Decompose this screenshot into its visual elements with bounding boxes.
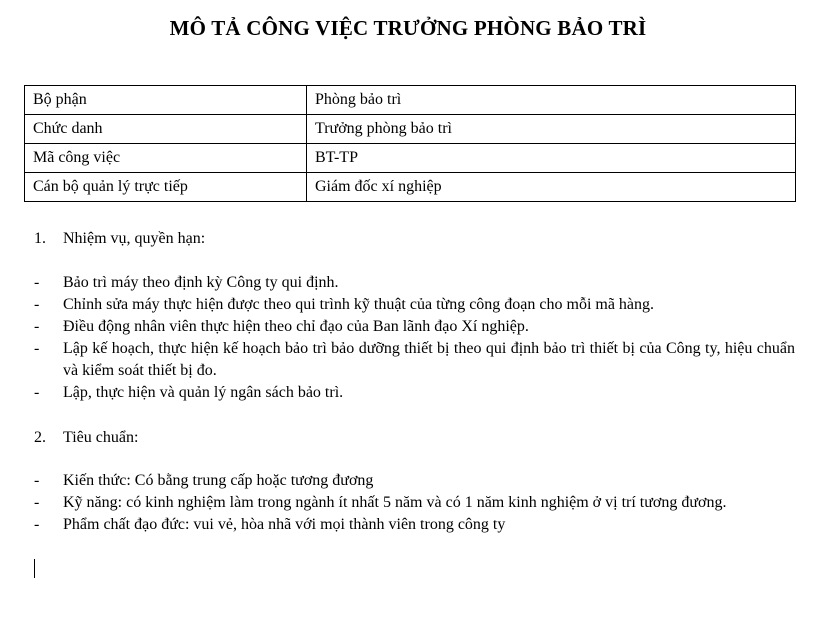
dash-bullet: - <box>34 472 40 489</box>
document-title: MÔ TẢ CÔNG VIỆC TRƯỞNG PHÒNG BẢO TRÌ <box>169 16 647 40</box>
dash-bullet: - <box>34 274 40 291</box>
section-title: Nhiệm vụ, quyền hạn: <box>63 230 206 247</box>
table-cell-value: Trưởng phòng bảo trì <box>307 115 796 144</box>
section-heading-duties <box>34 228 205 250</box>
list-item <box>34 316 795 338</box>
dash-bullet: - <box>34 296 40 313</box>
section-title: Tiêu chuẩn: <box>63 429 139 446</box>
table-cell-label: Bộ phận <box>25 86 307 115</box>
list-item <box>34 338 795 382</box>
list-item <box>34 382 795 404</box>
section-heading-standards <box>34 427 138 449</box>
list-item <box>34 470 795 492</box>
standards-list <box>34 470 795 536</box>
table-cell-label: Cán bộ quản lý trực tiếp <box>25 173 307 202</box>
table-cell-label: Chức danh <box>25 115 307 144</box>
table-row <box>25 173 796 202</box>
list-item-text: Chỉnh sửa máy thực hiện được theo qui trình kỹ thuật của từng công đoạn cho mỗi mã hàng. <box>63 296 655 313</box>
list-item <box>34 514 795 536</box>
list-item <box>34 272 795 294</box>
table-cell-label: Mã công việc <box>25 144 307 173</box>
dash-bullet: - <box>34 340 40 357</box>
dash-bullet: - <box>34 318 40 335</box>
table-row <box>25 144 796 173</box>
table-row <box>25 115 796 144</box>
table-cell-value: BT-TP <box>307 144 796 173</box>
list-item-text: Kỹ năng: có kinh nghiệm làm trong ngành ít nhất 5 năm và có 1 năm kinh nghiệm ở vị trí tương đương. <box>63 494 727 511</box>
list-item-text: Điều động nhân viên thực hiện theo chỉ đạo của Ban lãnh đạo Xí nghiệp. <box>63 318 529 335</box>
dash-bullet: - <box>34 384 40 401</box>
text-cursor[interactable] <box>34 559 35 578</box>
list-item-text: Lập, thực hiện và quản lý ngân sách bảo trì. <box>63 384 344 401</box>
list-item-text: Bảo trì máy theo định kỳ Công ty qui định. <box>63 274 339 291</box>
dash-bullet: - <box>34 516 40 533</box>
job-info-table <box>24 85 796 202</box>
list-item-text: Phẩm chất đạo đức: vui vẻ, hòa nhã với mọi thành viên trong công ty <box>63 516 506 533</box>
list-item-text: Kiến thức: Có bằng trung cấp hoặc tương đương <box>63 472 374 489</box>
table-cell-value: Phòng bảo trì <box>307 86 796 115</box>
list-item <box>34 294 795 316</box>
dash-bullet: - <box>34 494 40 511</box>
section-number: 2. <box>34 429 46 446</box>
table-row <box>25 86 796 115</box>
table-cell-value: Giám đốc xí nghiệp <box>307 173 796 202</box>
list-item-text: Lập kế hoạch, thực hiện kế hoạch bảo trì bảo dưỡng thiết bị theo qui định bảo trì thiết bị của Công ty, hiệu chuẩn và kiểm soát thiết bị đo. <box>63 340 795 379</box>
section-number: 1. <box>34 230 46 247</box>
duties-list <box>34 272 795 404</box>
list-item <box>34 492 795 514</box>
